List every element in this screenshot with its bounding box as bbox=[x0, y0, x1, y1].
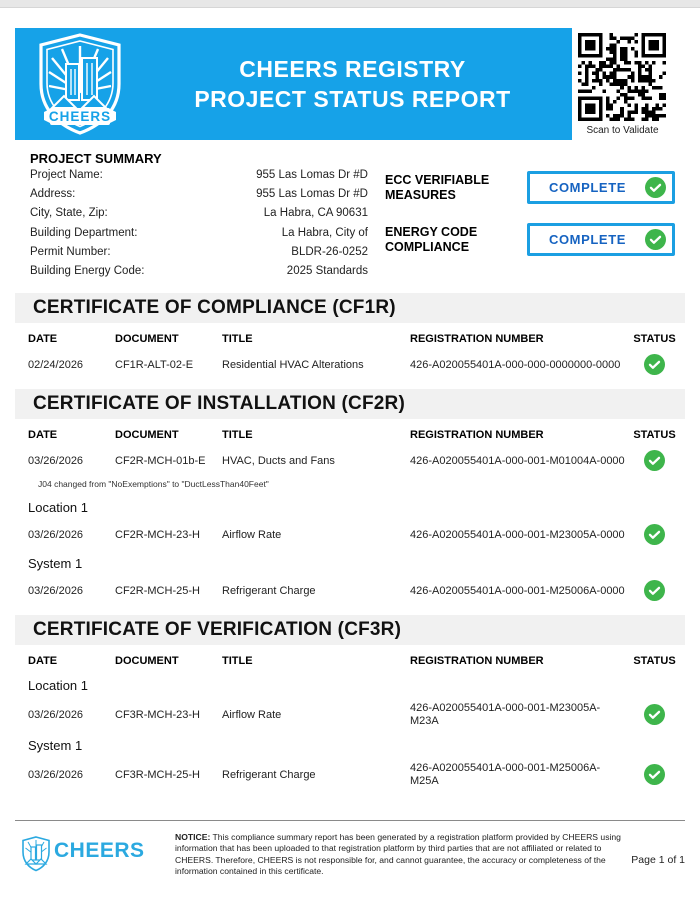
summary-field-city-state-zip bbox=[30, 207, 368, 219]
status-text: COMPLETE bbox=[548, 180, 627, 195]
row-registration: 426-A020055401A-000-001-M25006A-0000 bbox=[410, 584, 625, 597]
row-document: CF3R-MCH-23-H bbox=[115, 708, 200, 721]
field-value: 2025 Standards bbox=[286, 264, 368, 277]
row-title: Refrigerant Charge bbox=[222, 768, 316, 781]
col-date: DATE bbox=[28, 333, 58, 345]
row-date: 03/26/2026 bbox=[28, 768, 84, 781]
row-status bbox=[628, 580, 681, 601]
col-document: DOCUMENT bbox=[115, 429, 179, 441]
row-registration: 426-A020055401A-000-001-M23005A-0000 bbox=[410, 528, 625, 541]
summary-field-permit-number bbox=[30, 246, 368, 258]
section-title-cf3r: CERTIFICATE OF VERIFICATION (CF3R) bbox=[15, 615, 685, 645]
col-registration: REGISTRATION NUMBER bbox=[410, 429, 544, 441]
project-summary bbox=[30, 169, 368, 284]
col-document: DOCUMENT bbox=[115, 333, 179, 345]
check-circle-icon bbox=[644, 354, 665, 375]
svg-text:CHEERS: CHEERS bbox=[48, 109, 112, 124]
row-registration: 426-A020055401A-000-000-0000000-0000 bbox=[410, 358, 621, 371]
field-value: 955 Las Lomas Dr #D bbox=[256, 169, 368, 181]
page-top-margin bbox=[0, 0, 700, 8]
row-registration: 426-A020055401A-000-001-M25006A-M25A bbox=[410, 762, 601, 787]
row-date: 03/26/2026 bbox=[28, 528, 84, 541]
row-title: Airflow Rate bbox=[222, 528, 282, 541]
row-title: Refrigerant Charge bbox=[222, 584, 316, 597]
ecc-verifiable-measures-label: ECC VERIFIABLE MEASURES bbox=[385, 173, 490, 202]
field-label: Building Energy Code: bbox=[30, 264, 145, 277]
row-document: CF2R-MCH-25-H bbox=[115, 584, 200, 597]
check-circle-icon bbox=[644, 704, 665, 725]
group-label-location-1: Location 1 bbox=[28, 500, 88, 515]
report-header bbox=[15, 28, 572, 140]
group-label-system-1: System 1 bbox=[28, 556, 83, 571]
row-title: Airflow Rate bbox=[222, 708, 282, 721]
col-title: TITLE bbox=[222, 333, 253, 345]
table-header-row bbox=[15, 655, 685, 667]
field-value: 955 Las Lomas Dr #D bbox=[256, 188, 368, 201]
status-text: COMPLETE bbox=[548, 232, 627, 247]
row-document: CF1R-ALT-02-E bbox=[115, 358, 194, 371]
check-circle-icon bbox=[644, 580, 665, 601]
section-title-cf2r: CERTIFICATE OF INSTALLATION (CF2R) bbox=[15, 389, 685, 419]
col-date: DATE bbox=[28, 429, 58, 441]
field-label: Permit Number: bbox=[30, 245, 111, 258]
energy-code-compliance-label: ENERGY CODE COMPLIANCE bbox=[385, 225, 478, 254]
col-registration: REGISTRATION NUMBER bbox=[410, 655, 544, 667]
col-title: TITLE bbox=[222, 655, 253, 667]
field-value: La Habra, City of bbox=[281, 226, 368, 239]
ecc-verifiable-measures-status-button[interactable] bbox=[527, 171, 675, 204]
col-status: STATUS bbox=[633, 429, 676, 441]
table-header-row bbox=[15, 333, 685, 345]
report-title bbox=[145, 54, 572, 114]
cheers-shield-small-icon bbox=[21, 836, 51, 874]
row-date: 03/26/2026 bbox=[28, 584, 84, 597]
field-value: BLDR-26-0252 bbox=[291, 245, 368, 258]
qr-caption: Scan to Validate bbox=[586, 125, 659, 136]
row-status bbox=[628, 704, 681, 725]
cheers-shield-logo-icon bbox=[30, 32, 130, 136]
row-title: HVAC, Ducts and Fans bbox=[222, 454, 335, 467]
check-circle-icon bbox=[644, 764, 665, 785]
summary-field-address bbox=[30, 188, 368, 200]
row-status bbox=[628, 524, 681, 545]
col-status: STATUS bbox=[633, 333, 676, 345]
check-circle-icon bbox=[645, 229, 666, 250]
report-title-line2: PROJECT STATUS REPORT bbox=[194, 86, 511, 112]
col-date: DATE bbox=[28, 655, 58, 667]
check-circle-icon bbox=[644, 524, 665, 545]
table-row bbox=[15, 702, 685, 727]
row-status bbox=[628, 354, 681, 375]
col-status: STATUS bbox=[633, 655, 676, 667]
report-title-line1: CHEERS REGISTRY bbox=[239, 56, 466, 82]
check-circle-icon bbox=[645, 177, 666, 198]
row-registration: 426-A020055401A-000-001-M23005A-M23A bbox=[410, 702, 601, 727]
col-title: TITLE bbox=[222, 429, 253, 441]
footer-cheers-wordmark: CHEERS bbox=[54, 839, 145, 862]
qr-code bbox=[578, 33, 666, 126]
col-document: DOCUMENT bbox=[115, 655, 179, 667]
summary-field-project-name bbox=[30, 169, 368, 181]
report-footer bbox=[15, 820, 685, 878]
row-registration: 426-A020055401A-000-001-M01004A-0000 bbox=[410, 454, 625, 467]
notice-label: NOTICE: bbox=[175, 832, 211, 842]
project-summary-title: PROJECT SUMMARY bbox=[30, 151, 162, 166]
check-circle-icon bbox=[644, 450, 665, 471]
field-label: Address: bbox=[30, 188, 76, 201]
energy-code-compliance-status-button[interactable] bbox=[527, 223, 675, 256]
cheers-shield-logo bbox=[15, 32, 145, 136]
field-label: Building Department: bbox=[30, 226, 138, 239]
row-document: CF3R-MCH-25-H bbox=[115, 768, 200, 781]
row-document: CF2R-MCH-01b-E bbox=[115, 454, 206, 467]
table-header-row bbox=[15, 429, 685, 441]
table-row bbox=[15, 762, 685, 787]
change-note: J04 changed from "NoExemptions" to "DuctLessThan40Feet" bbox=[38, 479, 269, 489]
footer-notice bbox=[175, 830, 625, 878]
group-label-system-1: System 1 bbox=[28, 738, 83, 753]
row-title: Residential HVAC Alterations bbox=[222, 358, 364, 371]
field-label: Project Name: bbox=[30, 169, 103, 181]
summary-field-building-department bbox=[30, 227, 368, 239]
table-row bbox=[15, 524, 685, 545]
certificate-sections bbox=[15, 285, 685, 787]
col-registration: REGISTRATION NUMBER bbox=[410, 333, 544, 345]
row-date: 02/24/2026 bbox=[28, 358, 84, 371]
row-date: 03/26/2026 bbox=[28, 454, 84, 467]
table-row bbox=[15, 450, 685, 471]
group-label-location-1: Location 1 bbox=[28, 678, 88, 693]
footer-cheers-logo bbox=[15, 830, 175, 878]
notice-body: This compliance summary report has been generated by a registration platform provided by CHEERS using information that has been uploaded to that registration platform by third parties that are not affiliated or related to CHEERS. Therefore, CHEERS is not responsible for, and cannot guarantee, the accuracy or completeness of the information contained in this certificate. bbox=[175, 832, 621, 877]
row-status bbox=[628, 764, 681, 785]
page-number: Page 1 of 1 bbox=[631, 854, 685, 866]
field-label: City, State, Zip: bbox=[30, 207, 108, 220]
section-title-cf1r: CERTIFICATE OF COMPLIANCE (CF1R) bbox=[15, 293, 685, 323]
field-value: La Habra, CA 90631 bbox=[263, 207, 368, 220]
row-date: 03/26/2026 bbox=[28, 708, 84, 721]
row-status bbox=[628, 450, 681, 471]
table-row bbox=[15, 580, 685, 601]
row-document: CF2R-MCH-23-H bbox=[115, 528, 200, 541]
table-row bbox=[15, 354, 685, 375]
summary-field-building-energy-code bbox=[30, 265, 368, 277]
